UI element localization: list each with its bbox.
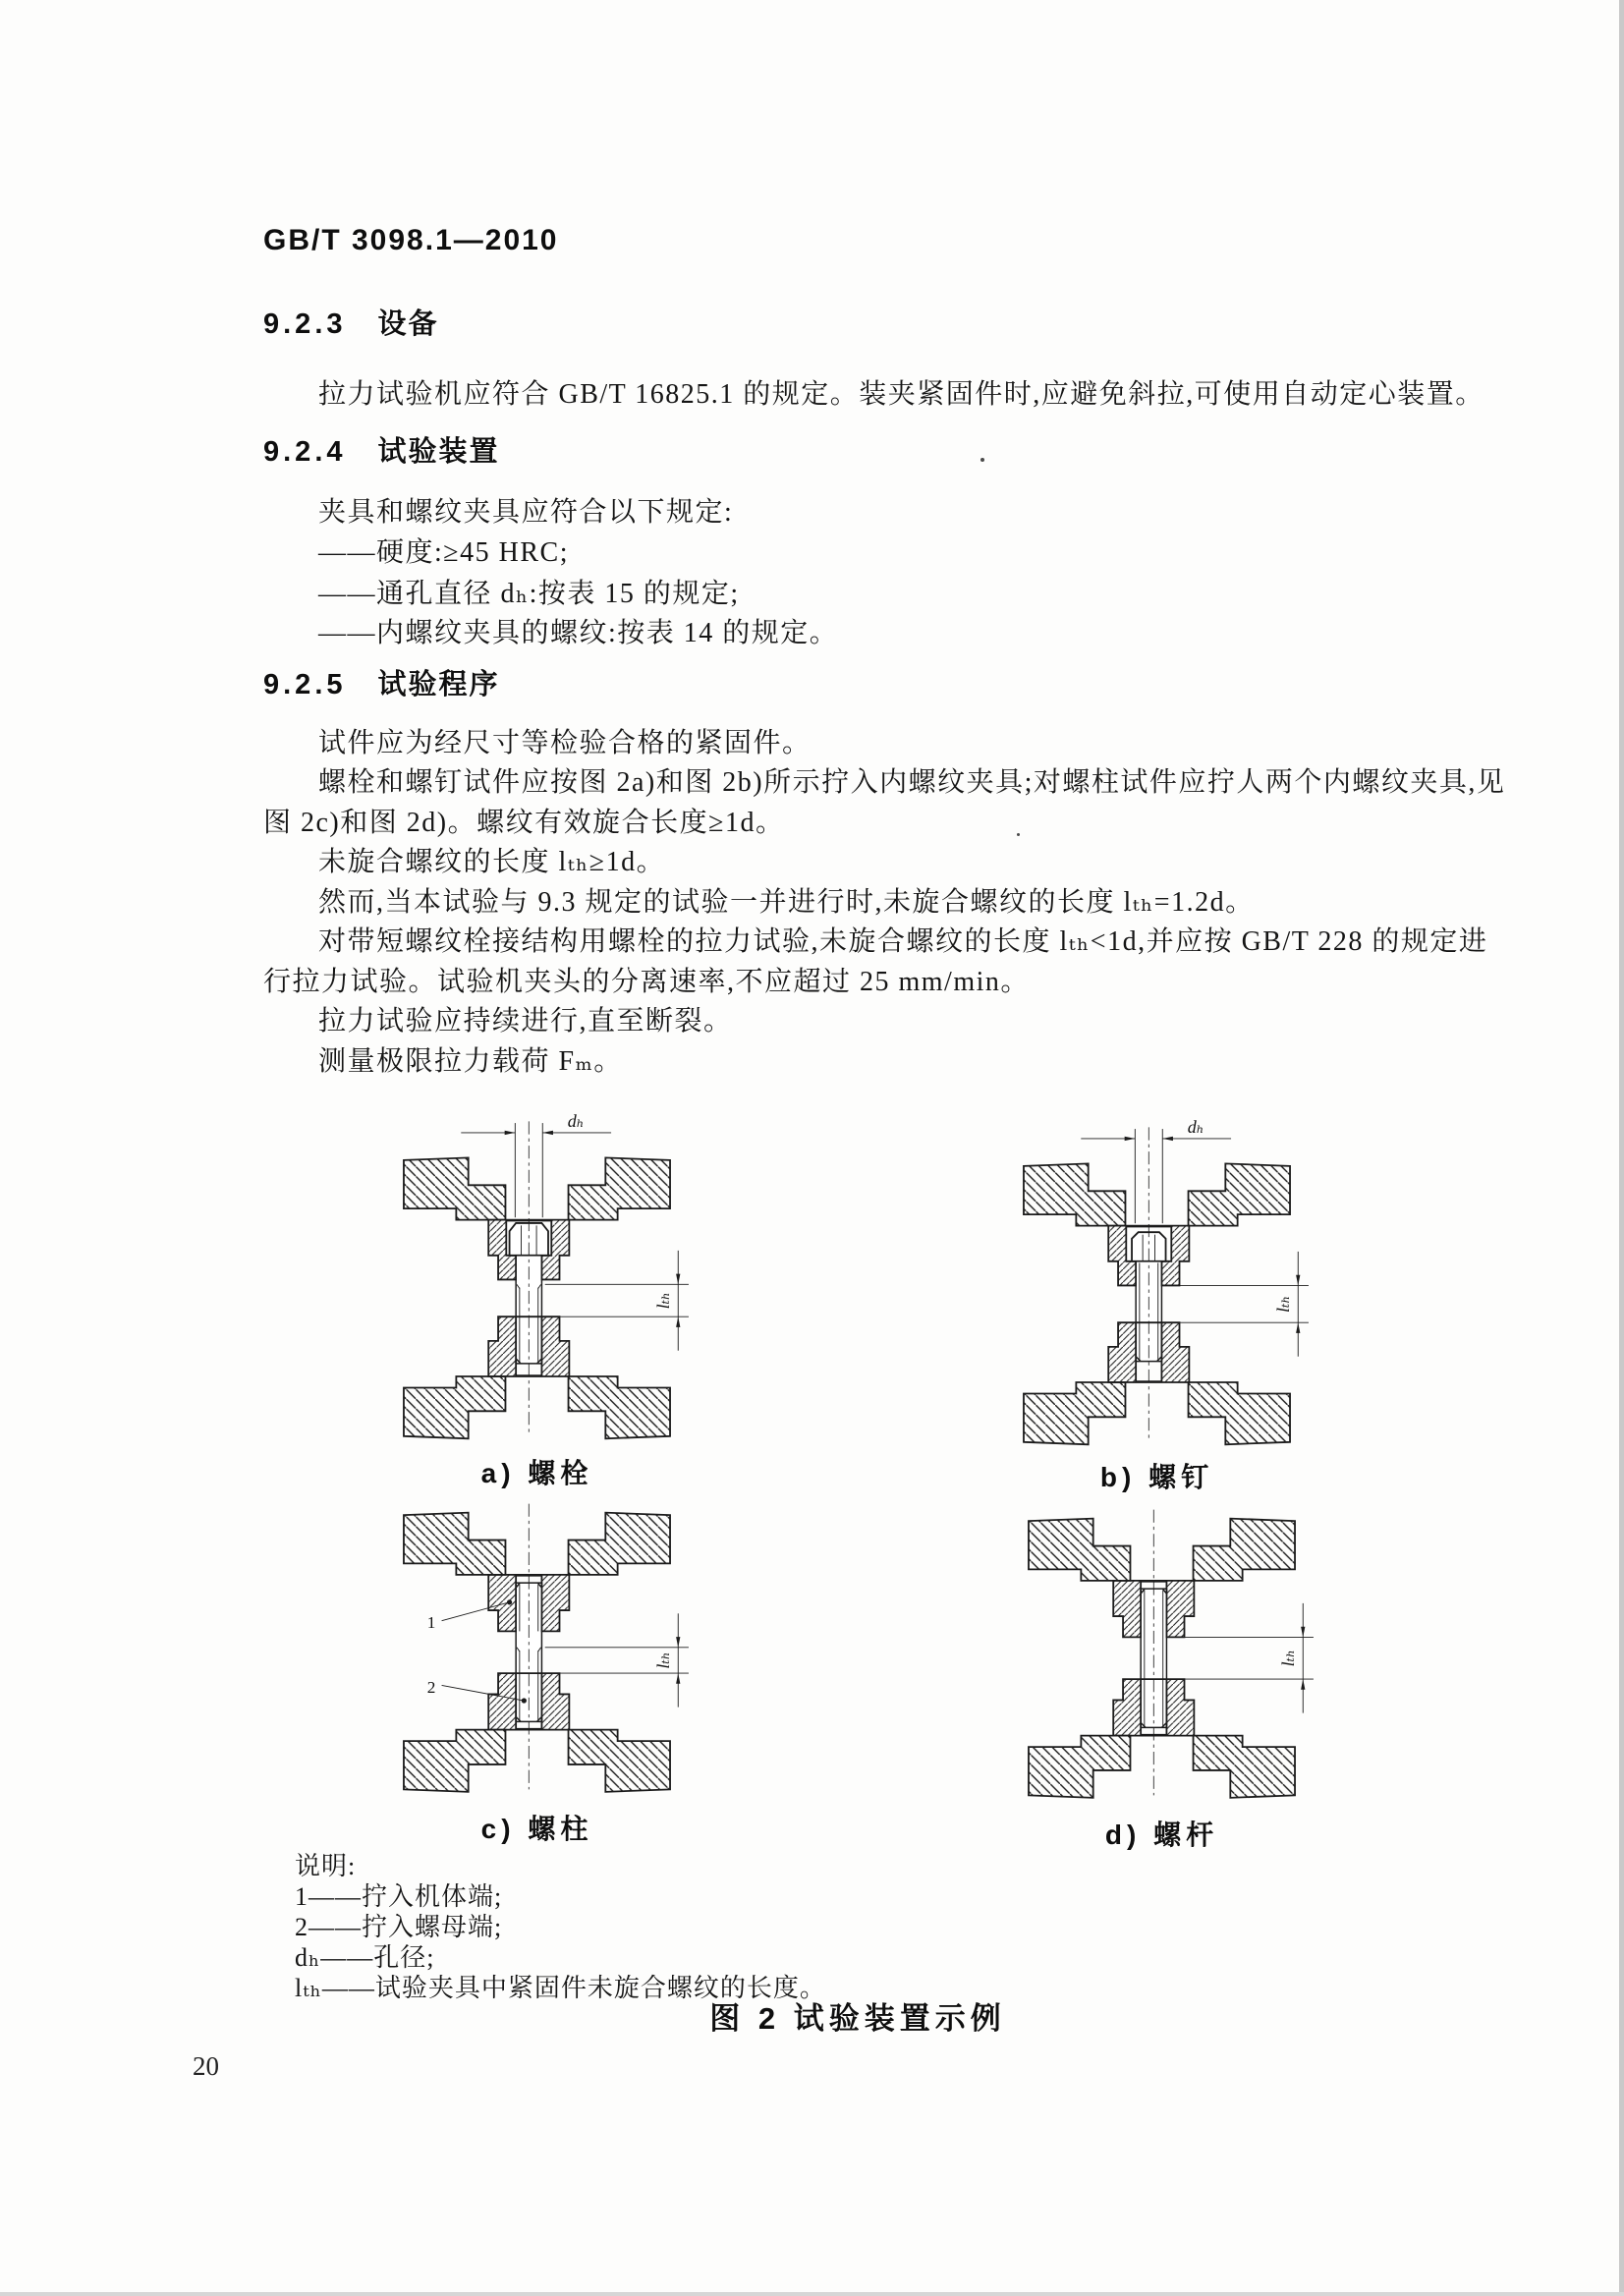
fixture-plate: [1189, 1382, 1290, 1444]
procedure-line: 拉力试验应持续进行,直至断裂。: [318, 1006, 733, 1036]
procedure-line: 测量极限拉力载荷 Fₘ。: [318, 1046, 623, 1077]
fixture-plate: [1029, 1736, 1131, 1798]
procedure-line: 行拉力试验。试验机夹头的分离速率,不应超过 25 mm/min。: [263, 967, 1030, 997]
procedure-line: 试件应为经尺寸等检验合格的紧固件。: [318, 728, 812, 758]
dimension-label-lth: lₜₕ: [1278, 1650, 1299, 1667]
legend-item: 1——拧入机体端;: [295, 1882, 503, 1911]
subfigure-c-caption: c) 螺柱: [480, 1814, 593, 1844]
legend-title: 说明:: [295, 1852, 357, 1880]
subfigure-d-caption: d) 螺杆: [1104, 1820, 1219, 1850]
subfigure-a-bolt-drawing: [367, 1108, 706, 1441]
standard-code: GB/T 3098.1—2010: [263, 224, 559, 256]
scan-edge-right: [1619, 0, 1624, 2296]
figure-legend: [295, 1851, 826, 2003]
fixture-plate: [1189, 1163, 1290, 1225]
section-number: 9.2.3: [263, 308, 347, 340]
fixture-plate: [404, 1157, 506, 1219]
legend-item: lₜₕ——试验夹具中紧固件未旋合螺纹的长度。: [295, 1974, 826, 2002]
section-title: 设备: [377, 308, 439, 340]
legend-item: dₕ——孔径;: [295, 1943, 435, 1972]
dimension-label-lth: lₜₕ: [1273, 1295, 1294, 1313]
subfigure-c-stud-drawing: [367, 1497, 706, 1796]
fixture-plate: [1194, 1519, 1295, 1581]
fixture-plate: [569, 1730, 671, 1792]
subfigure-b-caption: b) 螺钉: [1099, 1462, 1214, 1492]
list-item-thread: ——内螺纹夹具的螺纹:按表 14 的规定。: [318, 618, 839, 648]
dimension-label-dh: dₕ: [1187, 1117, 1204, 1138]
callout-1: 1: [426, 1613, 436, 1633]
scan-artifact-dot: [1017, 833, 1020, 836]
subfigure-a-caption: a) 螺栓: [480, 1458, 593, 1488]
fixture-plate: [1024, 1382, 1126, 1444]
procedure-line: 对带短螺纹栓接结构用螺栓的拉力试验,未旋合螺纹的长度 lₜₕ<1d,并应按 GB/T 228 的规定进: [318, 926, 1488, 957]
fixture-plate: [569, 1513, 671, 1575]
list-item-hardness: ——硬度:≥45 HRC;: [318, 537, 569, 568]
section-heading-9-2-3: [263, 305, 439, 344]
procedure-line: 图 2c)和图 2d)。螺纹有效旋合长度≥1d。: [263, 808, 785, 838]
fixture-plate: [404, 1376, 506, 1438]
dimension-label-dh: dₕ: [567, 1111, 585, 1132]
dimension-label-lth: lₜₕ: [653, 1292, 674, 1310]
section-number: 9.2.4: [263, 436, 347, 468]
fixture-plate: [1024, 1163, 1126, 1225]
dimension-label-lth: lₜₕ: [653, 1652, 674, 1669]
section-heading-9-2-4: [263, 432, 500, 472]
fixture-plate: [569, 1157, 671, 1219]
fixture-plate: [404, 1730, 506, 1792]
paragraph-equipment: 拉力试验机应符合 GB/T 16825.1 的规定。装夹紧固件时,应避免斜拉,可使用自动定心装置。: [318, 379, 1484, 410]
subfigure-d-rod-drawing: [992, 1503, 1331, 1802]
paragraph-fixture-intro: 夹具和螺纹夹具应符合以下规定:: [318, 497, 734, 528]
procedure-line: 未旋合螺纹的长度 lₜₕ≥1d。: [318, 847, 666, 877]
callout-2: 2: [426, 1677, 436, 1697]
figure-caption: 图 2 试验装置示例: [709, 2001, 1006, 2036]
page-number: 20: [193, 2051, 219, 2081]
scan-artifact-dot: [980, 458, 984, 462]
procedure-line: 然而,当本试验与 9.3 规定的试验一并进行时,未旋合螺纹的长度 lₜₕ=1.2d。: [318, 887, 1255, 918]
section-number: 9.2.5: [263, 669, 347, 700]
scan-edge-bottom: [0, 2292, 1624, 2296]
subfigure-b-screw-drawing: [987, 1114, 1326, 1447]
fixture-plate: [404, 1513, 506, 1575]
section-title: 试验装置: [377, 436, 500, 468]
section-title: 试验程序: [377, 669, 500, 700]
fixture-plate: [1029, 1519, 1131, 1581]
list-item-hole-diameter: ——通孔直径 dₕ:按表 15 的规定;: [318, 579, 740, 609]
section-heading-9-2-5: [263, 665, 500, 704]
procedure-line: 螺栓和螺钉试件应按图 2a)和图 2b)所示拧入内螺纹夹具;对螺柱试件应拧人两个内螺纹夹具,见: [318, 767, 1506, 798]
fixture-plate: [1194, 1736, 1295, 1798]
legend-item: 2——拧入螺母端;: [295, 1913, 503, 1941]
fixture-plate: [569, 1376, 671, 1438]
